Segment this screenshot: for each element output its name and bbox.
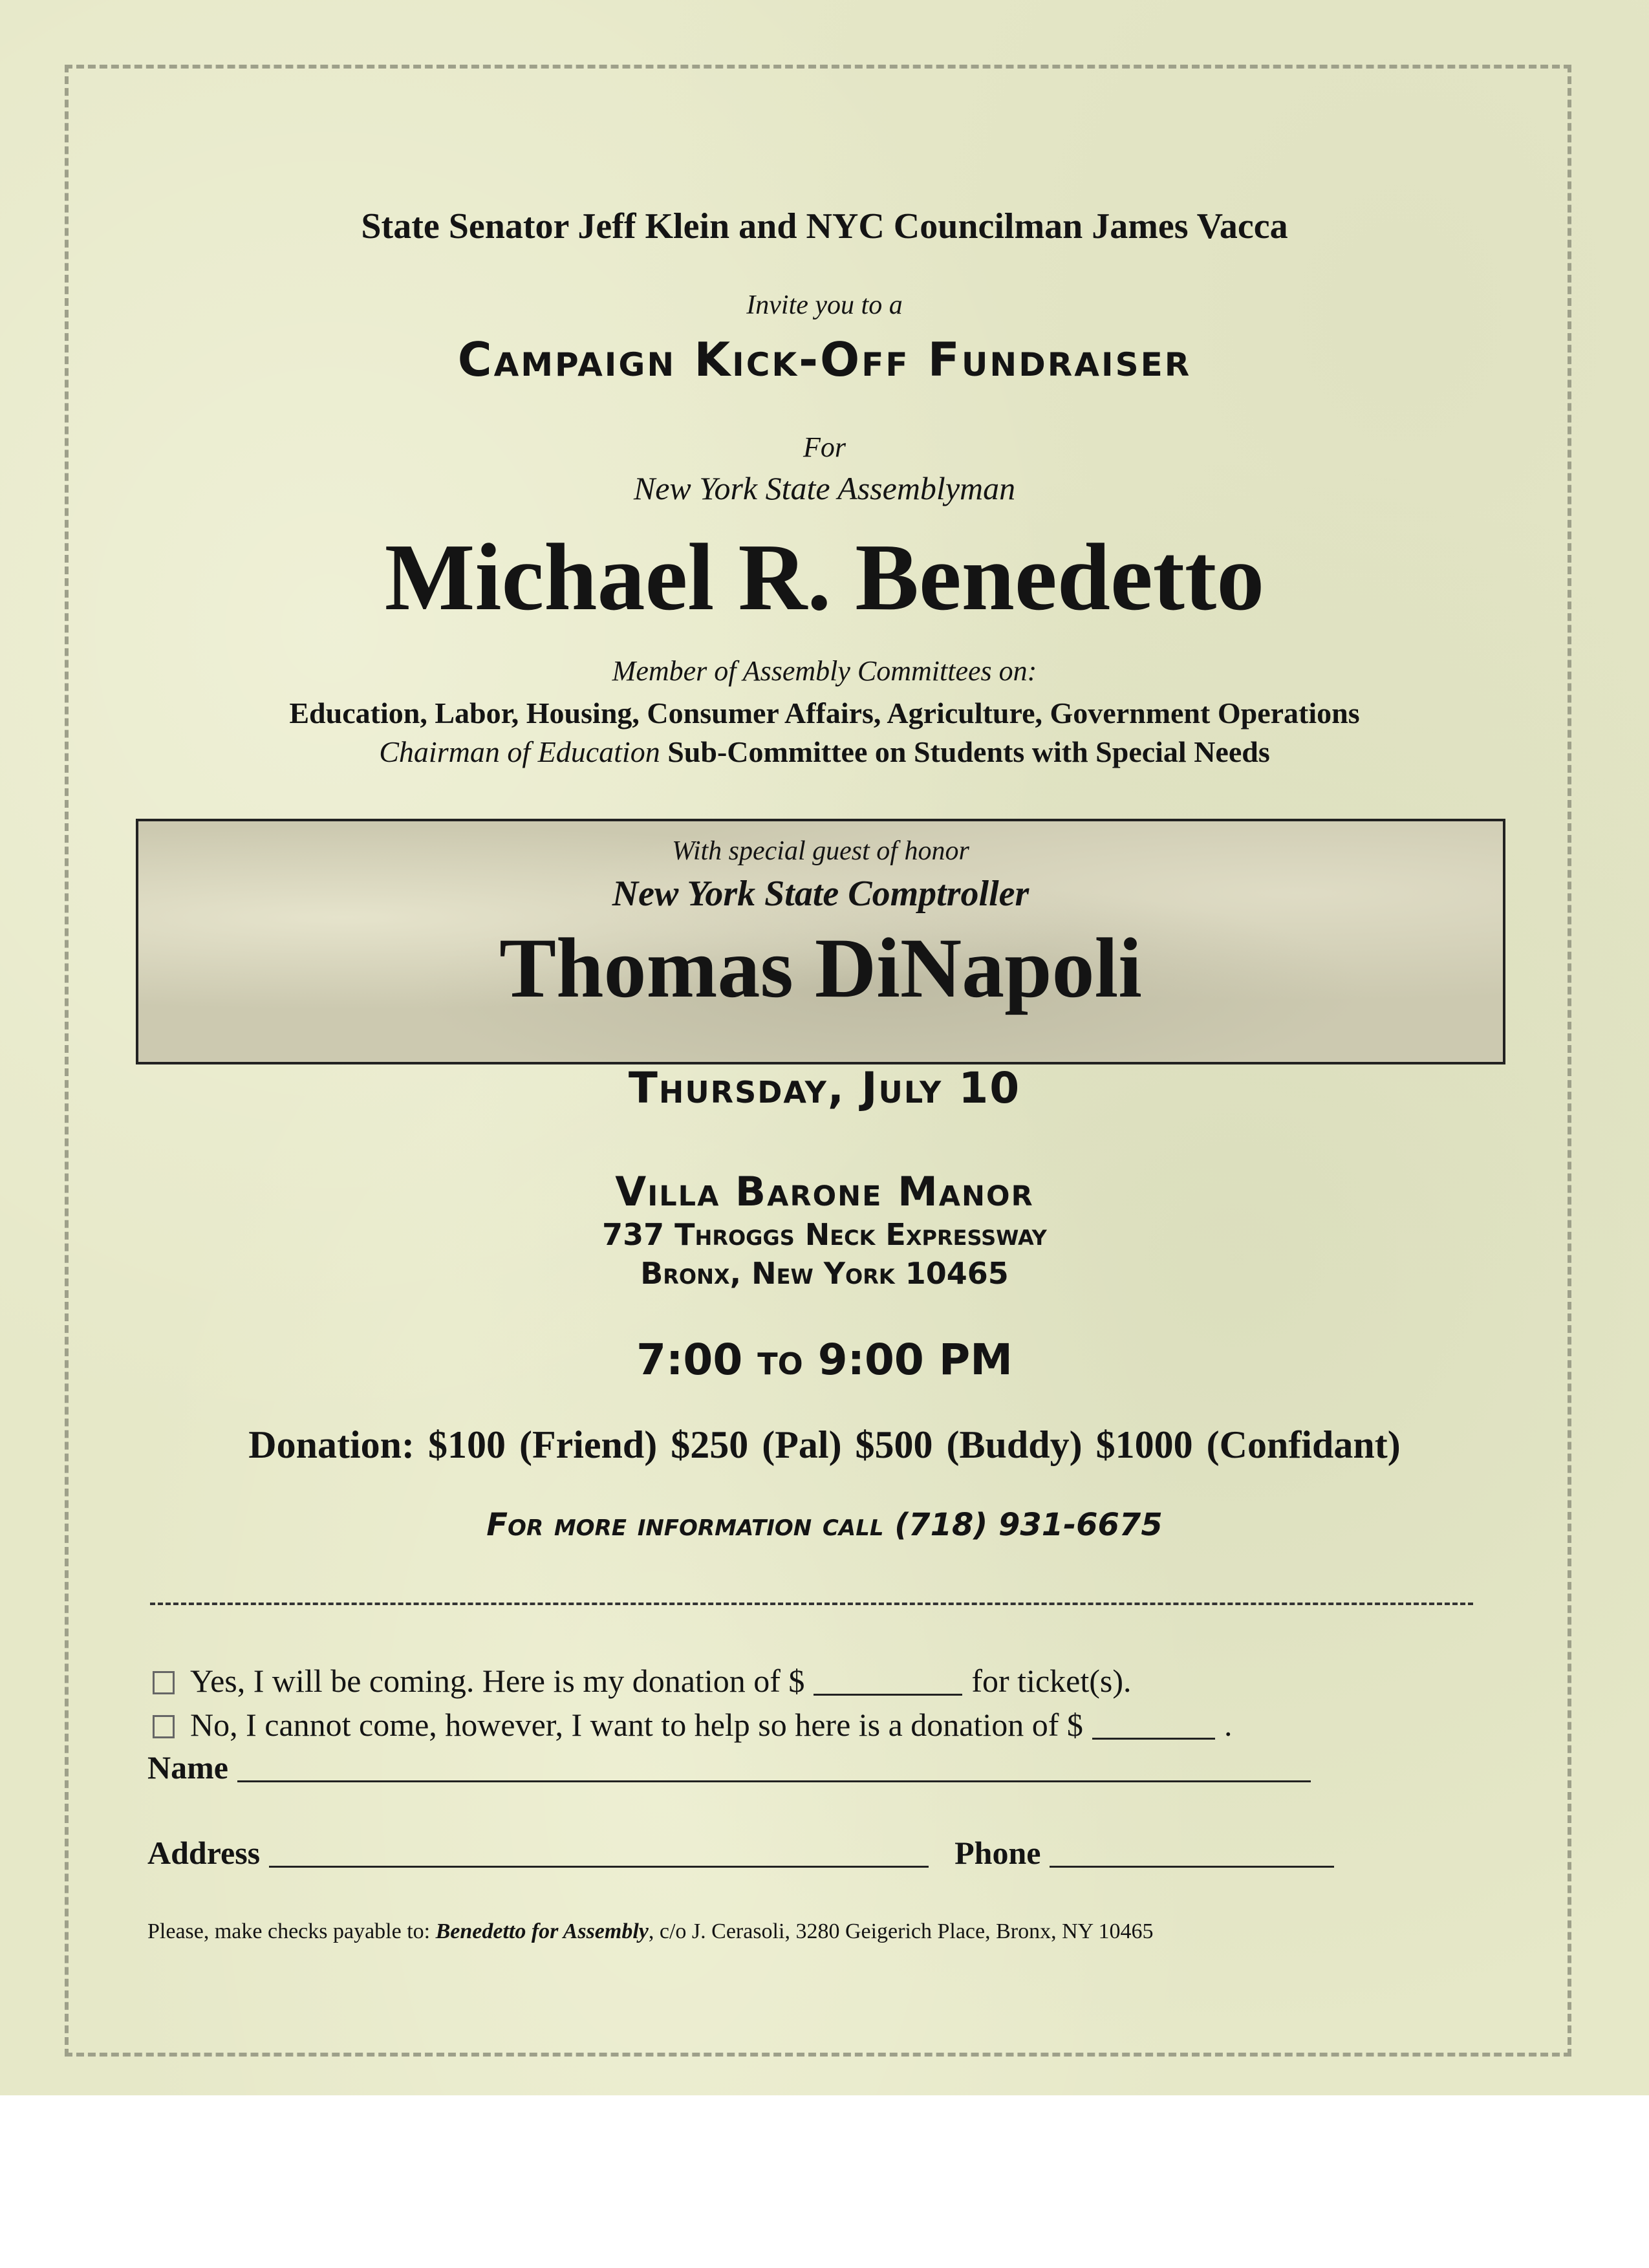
event-date: Thursday, July 10: [628, 1063, 1021, 1113]
address-label: Address: [147, 1835, 261, 1871]
no-checkbox[interactable]: [153, 1715, 175, 1738]
address-row: [147, 1834, 1343, 1872]
candidate-name: Michael R. Benedetto: [384, 524, 1265, 631]
venue-street: 737 Throggs Neck Expressway: [602, 1217, 1047, 1252]
guest-of-honor-box: [136, 819, 1505, 1064]
no-donation-blank[interactable]: [1092, 1709, 1215, 1740]
yes-donation-blank[interactable]: [814, 1665, 962, 1696]
invite-line: Invite you to a: [746, 290, 903, 320]
event-title: Campaign Kick-Off Fundraiser: [457, 332, 1192, 387]
name-row: [147, 1749, 1320, 1786]
no-text: No, I cannot come, however, I want to help so here is a donation of $: [190, 1707, 1083, 1743]
candidate-office: New York State Assemblyman: [633, 470, 1016, 506]
guest-title: New York State Comptroller: [612, 874, 1029, 914]
yes-tail: for ticket(s).: [971, 1663, 1132, 1699]
payment-address: , c/o J. Cerasoli, 3280 Geigerich Place, Bronx, NY 10465: [648, 1919, 1154, 1943]
name-field[interactable]: [237, 1752, 1311, 1782]
yes-text: Yes, I will be coming. Here is my donation of $: [190, 1663, 805, 1699]
yes-response-row: [153, 1662, 1132, 1700]
yes-checkbox[interactable]: [153, 1671, 175, 1694]
cut-line: [150, 1603, 1473, 1605]
guest-intro: With special guest of honor: [672, 836, 969, 866]
phone-label: Phone: [954, 1835, 1041, 1871]
member-label: Member of Assembly Committees on:: [612, 655, 1037, 687]
info-phone: For more information call (718) 931-6675: [486, 1507, 1163, 1543]
venue-city: Bronx, New York 10465: [640, 1256, 1009, 1291]
for-label: For: [803, 431, 846, 463]
venue-name: Villa Barone Manor: [615, 1168, 1034, 1215]
chair-title: Chairman of Education: [379, 735, 660, 768]
no-response-row: [153, 1706, 1232, 1744]
no-tail: .: [1223, 1707, 1233, 1743]
address-field[interactable]: [269, 1837, 929, 1868]
committees-list: Education, Labor, Housing, Consumer Affairs, Agriculture, Government Operations: [289, 697, 1360, 729]
guest-name: Thomas DiNapoli: [499, 920, 1142, 1015]
subcommittee-name: Sub-Committee on Students with Special Needs: [667, 735, 1270, 768]
donation-levels: Donation: $100 (Friend) $250 (Pal) $500 (Buddy) $1000 (Confidant): [248, 1423, 1401, 1466]
payment-instructions: [147, 1919, 1153, 1944]
name-label: Name: [147, 1749, 228, 1786]
chair-line: [0, 735, 1649, 769]
hosts-line: State Senator Jeff Klein and NYC Councilman James Vacca: [361, 206, 1288, 246]
phone-field[interactable]: [1050, 1837, 1334, 1868]
payment-prefix: Please, make checks payable to:: [147, 1919, 436, 1943]
payee-name: Benedetto for Assembly: [435, 1919, 649, 1943]
event-time: 7:00 to 9:00 PM: [636, 1335, 1013, 1385]
